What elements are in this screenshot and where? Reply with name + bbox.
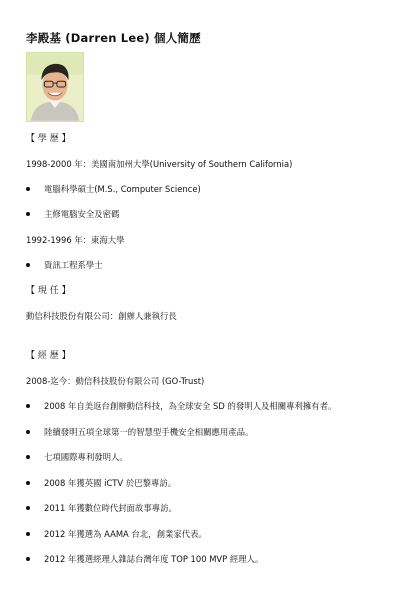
education-line-thu: 1992-1996 年：東海大學 — [26, 235, 125, 245]
experience-item: 2012 年獲選為 AAMA 台北，創業家代表。 — [44, 529, 207, 539]
current-heading: 【 現 任 】 — [26, 286, 71, 296]
bullet-icon — [26, 187, 30, 191]
bullet-icon — [26, 481, 30, 485]
experience-item: 2008 年獲英國 iCTV 於巴黎專訪。 — [44, 478, 177, 488]
education-degree-ms: 電腦科學碩士(M.S., Computer Science) — [44, 184, 201, 194]
current-position: 動信科技股份有限公司：創辦人兼執行長 — [26, 311, 177, 321]
portrait-photo — [26, 52, 84, 122]
bullet-icon — [26, 557, 30, 561]
education-degree-bs: 資訊工程系學士 — [44, 260, 103, 270]
experience-item: 2012 年獲選經理人雜誌台灣年度 TOP 100 MVP 經理人。 — [44, 554, 264, 564]
education-major: 主修電腦安全及密碼 — [44, 209, 120, 219]
experience-item: 2011 年獲數位時代封面故事專訪。 — [44, 503, 177, 513]
experience-item: 陸續發明五項全球第一的智慧型手機安全相關應用產品。 — [44, 427, 254, 437]
portrait-icon — [27, 53, 83, 121]
education-heading: 【 學 歷 】 — [26, 134, 71, 144]
bullet-icon — [26, 455, 30, 459]
page-title: 李殿基 (Darren Lee) 個人簡歷 — [26, 31, 201, 45]
experience-heading: 【 經 歷 】 — [26, 351, 71, 361]
experience-item: 七項國際專利發明人。 — [44, 452, 128, 462]
bullet-icon — [26, 506, 30, 510]
bullet-icon — [26, 532, 30, 536]
experience-item: 2008 年自美返台創辦動信科技，為全球安全 SD 的發明人及相關專利擁有者。 — [44, 401, 337, 411]
education-line-usc: 1998-2000 年：美國南加州大學(University of Southern California) — [26, 159, 293, 169]
bullet-icon — [26, 212, 30, 216]
bullet-icon — [26, 430, 30, 434]
experience-intro: 2008-迄今：動信科技股份有限公司 (GO-Trust) — [26, 376, 205, 386]
bullet-icon — [26, 263, 30, 267]
bullet-icon — [26, 404, 30, 408]
